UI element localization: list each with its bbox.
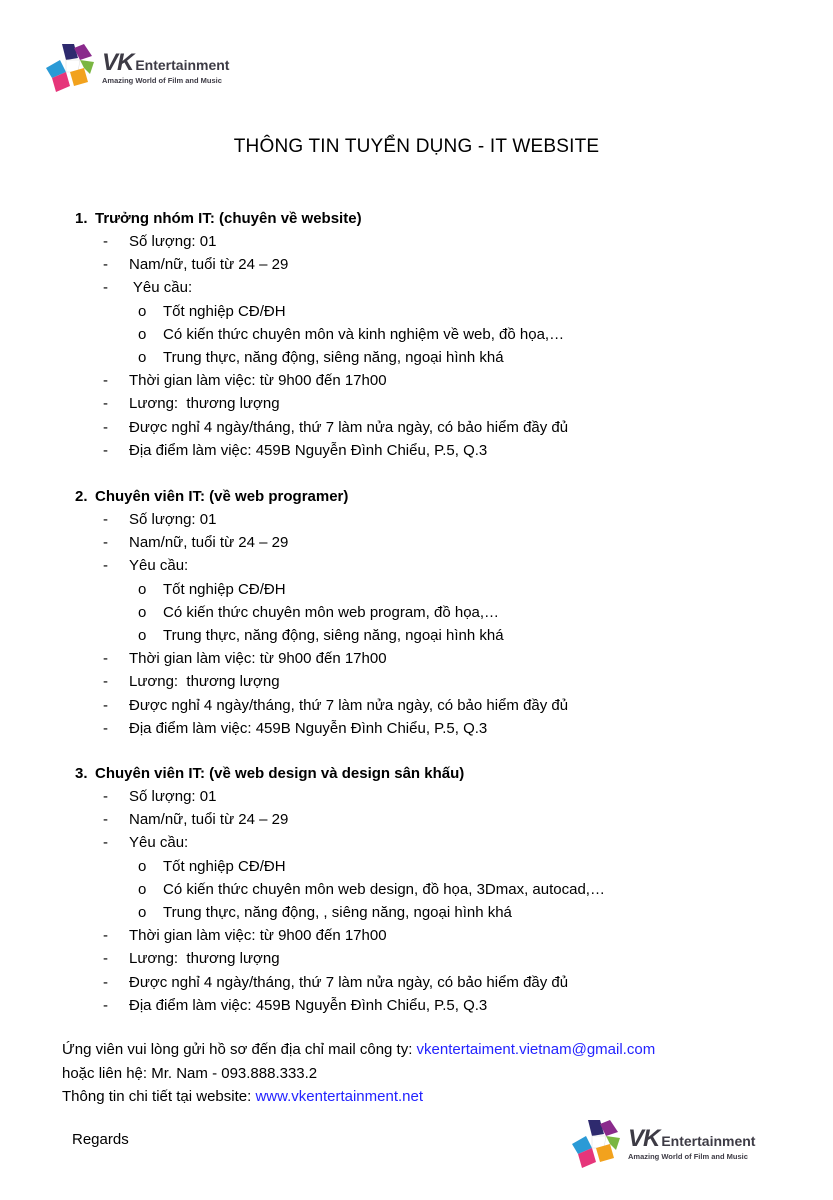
- list-item: [75, 508, 775, 531]
- item-text: Số lượng: 01: [129, 788, 217, 805]
- item-text: Địa điểm làm việc: 459B Nguyễn Đình Chiểu, P.5, Q.3: [129, 441, 488, 459]
- item-text: Yêu cầu:: [129, 834, 189, 852]
- sub-list-item: [75, 601, 775, 624]
- item-text: Được nghỉ 4 ngày/tháng, thứ 7 làm nửa ngày, có bảo hiểm đầy đủ: [129, 973, 569, 991]
- item-text: Thời gian làm việc: từ 9h00 đến 17h00: [129, 927, 387, 945]
- logo-mark-icon: [44, 42, 96, 94]
- email-link[interactable]: vkentertaiment.vietnam@gmail.com: [416, 1041, 656, 1058]
- section-heading: [75, 762, 775, 785]
- list-item: [75, 670, 775, 693]
- item-text: Địa điểm làm việc: 459B Nguyễn Đình Chiểu, P.5, Q.3: [129, 719, 488, 737]
- item-text: Được nghỉ 4 ngày/tháng, thứ 7 làm nửa ngày, có bảo hiểm đầy đủ: [129, 418, 569, 436]
- dash-marker: -: [103, 788, 108, 805]
- section-number: 1.: [75, 210, 88, 227]
- dash-marker: -: [103, 511, 108, 528]
- item-text: Yêu cầu:: [129, 557, 189, 575]
- sub-list-item: [75, 624, 775, 647]
- document-title: THÔNG TIN TUYỂN DỤNG - IT WEBSITE: [233, 136, 600, 157]
- bullet-marker: o: [138, 580, 147, 598]
- company-logo-footer: [570, 1118, 755, 1170]
- bullet-marker: o: [138, 880, 147, 898]
- list-item: [75, 785, 775, 808]
- item-text: Được nghỉ 4 ngày/tháng, thứ 7 làm nửa ngày, có bảo hiểm đầy đủ: [129, 696, 569, 714]
- contact-phone-line: hoặc liên hệ: Mr. Nam - 093.888.333.2: [62, 1064, 318, 1082]
- dash-marker: -: [103, 950, 108, 968]
- dash-marker: -: [103, 557, 108, 575]
- list-item: [75, 276, 775, 299]
- item-text: Tốt nghiệp CĐ/ĐH: [163, 580, 286, 598]
- dash-marker: -: [103, 696, 108, 714]
- sub-list-item: [75, 578, 775, 601]
- list-item: [75, 717, 775, 740]
- dash-marker: -: [103, 650, 108, 668]
- contact-email-prefix: Ứng viên vui lòng gửi hồ sơ đến địa chỉ mail công ty:: [62, 1041, 417, 1058]
- section-heading: [75, 207, 775, 230]
- item-text: Số lượng: 01: [129, 511, 217, 528]
- website-link[interactable]: www.vkentertainment.net: [255, 1088, 424, 1105]
- dash-marker: -: [103, 441, 108, 459]
- section-heading-text: Chuyên viên IT: (về web design và design sân khấu): [95, 765, 465, 782]
- item-text: Tốt nghiệp CĐ/ĐH: [163, 302, 286, 320]
- sub-list-item: [75, 300, 775, 323]
- dash-marker: -: [103, 673, 108, 691]
- section-heading-text: Trưởng nhóm IT: (chuyên về website): [95, 210, 362, 227]
- logo-tagline: Amazing World of Film and Music: [102, 76, 222, 86]
- item-text: Nam/nữ, tuổi từ 24 – 29: [129, 256, 289, 274]
- section-heading: [75, 485, 775, 508]
- item-text: Lương: thương lượng: [129, 395, 280, 413]
- item-text: Có kiến thức chuyên môn web program, đồ họa,…: [163, 603, 500, 621]
- item-text: Có kiến thức chuyên môn và kinh nghiệm về web, đồ họa,…: [163, 325, 565, 343]
- list-item: [75, 647, 775, 670]
- section-heading-text: Chuyên viên IT: (về web programer): [95, 488, 349, 505]
- job-section-2: [75, 485, 775, 740]
- sub-list-item: [75, 855, 775, 878]
- item-text: Số lượng: 01: [129, 233, 217, 250]
- logo-vk-text: VK: [102, 49, 134, 77]
- contact-block: [62, 1038, 655, 1109]
- dash-marker: -: [103, 811, 108, 829]
- company-logo: [44, 42, 229, 94]
- dash-marker: -: [103, 418, 108, 436]
- item-text: Địa điểm làm việc: 459B Nguyễn Đình Chiểu, P.5, Q.3: [129, 996, 488, 1014]
- contact-website-prefix: Thông tin chi tiết tại website:: [62, 1088, 256, 1105]
- item-text: Tốt nghiệp CĐ/ĐH: [163, 857, 286, 875]
- section-number: 2.: [75, 488, 88, 505]
- list-item: [75, 808, 775, 831]
- dash-marker: -: [103, 279, 108, 297]
- contact-email-line: [62, 1038, 655, 1062]
- item-text: Trung thực, năng động, , siêng năng, ngoại hình khá: [163, 903, 512, 921]
- list-item: [75, 531, 775, 554]
- item-text: Thời gian làm việc: từ 9h00 đến 17h00: [129, 372, 387, 390]
- item-text: Có kiến thức chuyên môn web design, đồ họa, 3Dmax, autocad,…: [163, 880, 605, 898]
- list-item: [75, 416, 775, 439]
- list-item: [75, 392, 775, 415]
- item-text: Trung thực, năng động, siêng năng, ngoại hình khá: [163, 626, 504, 644]
- dash-marker: -: [103, 372, 108, 390]
- list-item: [75, 253, 775, 276]
- dash-marker: -: [103, 996, 108, 1014]
- item-text: Thời gian làm việc: từ 9h00 đến 17h00: [129, 650, 387, 668]
- list-item: [75, 994, 775, 1017]
- contact-website-line: [62, 1085, 655, 1109]
- list-item: [75, 439, 775, 462]
- bullet-marker: o: [138, 603, 147, 621]
- job-section-1: [75, 207, 775, 462]
- item-text: Lương: thương lượng: [129, 673, 280, 691]
- dash-marker: -: [103, 256, 108, 274]
- logo-entertainment-text: Entertainment: [135, 57, 230, 74]
- logo-entertainment-text: Entertainment: [661, 1133, 756, 1150]
- dash-marker: -: [103, 973, 108, 991]
- sub-list-item: [75, 901, 775, 924]
- regards-text: Regards: [72, 1131, 129, 1148]
- list-item: [75, 369, 775, 392]
- dash-marker: -: [103, 719, 108, 737]
- logo-tagline: Amazing World of Film and Music: [628, 1152, 748, 1162]
- bullet-marker: o: [138, 857, 147, 875]
- logo-mark-icon: [570, 1118, 622, 1170]
- logo-vk-text: VK: [628, 1125, 660, 1153]
- list-item: [75, 947, 775, 970]
- item-text: Nam/nữ, tuổi từ 24 – 29: [129, 811, 289, 829]
- bullet-marker: o: [138, 903, 147, 921]
- sub-list-item: [75, 878, 775, 901]
- dash-marker: -: [103, 927, 108, 945]
- section-number: 3.: [75, 765, 88, 782]
- item-text: Nam/nữ, tuổi từ 24 – 29: [129, 534, 289, 552]
- list-item: [75, 230, 775, 253]
- item-text: Trung thực, năng động, siêng năng, ngoại hình khá: [163, 348, 504, 366]
- bullet-marker: o: [138, 348, 147, 366]
- dash-marker: -: [103, 395, 108, 413]
- item-text: Yêu cầu:: [129, 279, 193, 297]
- list-item: [75, 694, 775, 717]
- dash-marker: -: [103, 834, 108, 852]
- sub-list-item: [75, 346, 775, 369]
- dash-marker: -: [103, 534, 108, 552]
- sub-list-item: [75, 323, 775, 346]
- list-item: [75, 924, 775, 947]
- job-section-3: [75, 762, 775, 1017]
- list-item: [75, 831, 775, 854]
- list-item: [75, 554, 775, 577]
- item-text: Lương: thương lượng: [129, 950, 280, 968]
- bullet-marker: o: [138, 302, 147, 320]
- bullet-marker: o: [138, 626, 147, 644]
- bullet-marker: o: [138, 325, 147, 343]
- dash-marker: -: [103, 233, 108, 250]
- list-item: [75, 971, 775, 994]
